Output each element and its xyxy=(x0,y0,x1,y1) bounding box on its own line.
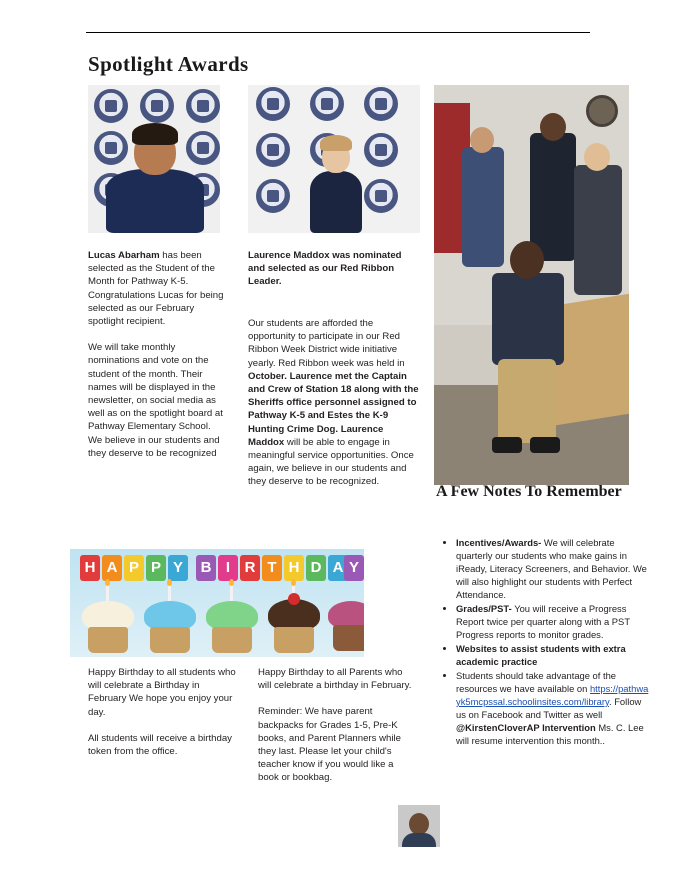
foreground-boy-pants xyxy=(498,359,556,443)
lucas-paragraph-2: We will take monthly nominations and vote on the student of the month. Their names will be displayed in the newsletter, on social media as well as on the spotlight board at Pathway Elementary School. We believe in our students and they deserve to be recognized xyxy=(88,342,223,459)
library-link[interactable]: https://pathwayk5mcpssal.schoolinsites.com/library xyxy=(456,683,649,707)
notes-heading: A Few Notes To Remember xyxy=(436,483,622,500)
note-text: Students should take advantage of the resources we have available on xyxy=(456,670,617,694)
list-item xyxy=(456,536,652,601)
banner-letter: B xyxy=(196,555,216,581)
banner-letter: D xyxy=(306,555,326,581)
laurence-headline: Laurence Maddox was nominated and selected as our Red Ribbon Leader. xyxy=(248,250,402,288)
adult-center-head xyxy=(540,113,566,141)
note-label: Grades/PST- xyxy=(456,603,512,614)
page-title: Spotlight Awards xyxy=(88,52,249,76)
student-right xyxy=(574,165,622,295)
lucas-text-block xyxy=(88,249,224,460)
student-torso xyxy=(106,169,204,233)
note-label: Incentives/Awards- xyxy=(456,537,542,548)
photo-laurence-maddox xyxy=(248,85,420,233)
laurence-body-bold: October. Laurence met the Captain and Crew of Station 18 along with the Sheriffs office personnel assigned to Pathway K-5 and Estes the K-9 Hunting Crime Dog. Laurence Maddox xyxy=(248,370,419,448)
birthday-students-text xyxy=(88,666,240,771)
banner-letter: P xyxy=(124,555,144,581)
list-item xyxy=(456,669,652,747)
adult-left-head xyxy=(470,127,494,153)
note-text: You will receive a Progress Report twice per quarter along with a PST Progress reports to monitor grades. xyxy=(456,603,630,640)
cupcake xyxy=(142,585,198,655)
shoe-right xyxy=(530,437,560,453)
note-label: Websites to assist students with extra academic practice xyxy=(456,643,626,667)
foreground-boy-shirt xyxy=(492,273,564,365)
banner-letter: Y xyxy=(344,555,364,581)
photo-ms-c-lee xyxy=(398,805,440,847)
birthday-students-paragraph-2: All students will receive a birthday token from the office. xyxy=(88,732,232,758)
list-item xyxy=(456,642,652,668)
birthday-parents-text xyxy=(258,666,416,798)
birthday-students-paragraph-1: Happy Birthday to all students who will celebrate a Birthday in February We hope you enjoy your day. xyxy=(88,667,236,718)
laurence-body-part-1: Our students are afforded the opportunity to participate in our Red Ribbon Week District wide initiative yearly. Red Ribbon week was held in xyxy=(248,318,405,369)
birthday-parents-paragraph-2: Reminder: We have parent backpacks for Grades 1-5, Pre-K books, and Parent Planners while they last. Please let your child's teacher know if you would like a book or bookbag. xyxy=(258,706,401,784)
cupcake xyxy=(326,591,364,655)
note-text-after: . Follow us on Facebook and Twitter as well xyxy=(456,696,642,720)
banner-letter: I xyxy=(218,555,238,581)
note-text: We will celebrate quarterly our students who make gains in iReady, Literacy Screeners, and Behavior. We will also highlight our students with Perfect Attendance. xyxy=(456,537,647,600)
banner-letter: R xyxy=(240,555,260,581)
adult-left xyxy=(462,147,504,267)
cupcake xyxy=(204,585,260,655)
laurence-text-block xyxy=(248,317,420,489)
notes-list xyxy=(442,536,652,748)
student-hair xyxy=(132,123,178,145)
banner-letter: T xyxy=(262,555,282,581)
banner-letter: H xyxy=(80,555,100,581)
photo-red-ribbon-event xyxy=(434,85,629,485)
foreground-boy-head xyxy=(510,241,544,279)
banner-letter: H xyxy=(284,555,304,581)
banner-letter: A xyxy=(328,555,348,581)
student-right-head xyxy=(584,143,610,171)
cupcake xyxy=(266,585,322,655)
adult-center xyxy=(530,133,576,261)
photo-happy-birthday-banner xyxy=(70,549,364,657)
note-handle: @KirstenCloverAP Intervention xyxy=(456,722,596,733)
banner-letter: Y xyxy=(168,555,188,581)
photo-lucas-abarham xyxy=(88,85,220,233)
banner-letter: P xyxy=(146,555,166,581)
header-divider xyxy=(86,32,590,33)
lucas-paragraph-1: has been selected as the Student of the Month for Pathway K-5. Congratulations Lucas for being selected as our February spotlight recipient. xyxy=(88,250,224,328)
shoe-left xyxy=(492,437,522,453)
birthday-parents-paragraph-1: Happy Birthday to all Parents who will celebrate a birthday in February. xyxy=(258,667,412,692)
wall-clock xyxy=(586,95,618,127)
student-hair xyxy=(320,135,352,151)
laurence-body-part-2: will be able to engage in meaningful service opportunities. Once again, we believe in our students and they deserve to be recognized. xyxy=(248,436,414,488)
list-item xyxy=(456,602,652,641)
student-torso xyxy=(310,171,362,233)
cupcake xyxy=(80,585,136,655)
lucas-name: Lucas Abarham xyxy=(88,250,160,261)
note-text-end: Ms. C. Lee will resume intervention this month.. xyxy=(456,722,644,746)
banner-letter: A xyxy=(102,555,122,581)
